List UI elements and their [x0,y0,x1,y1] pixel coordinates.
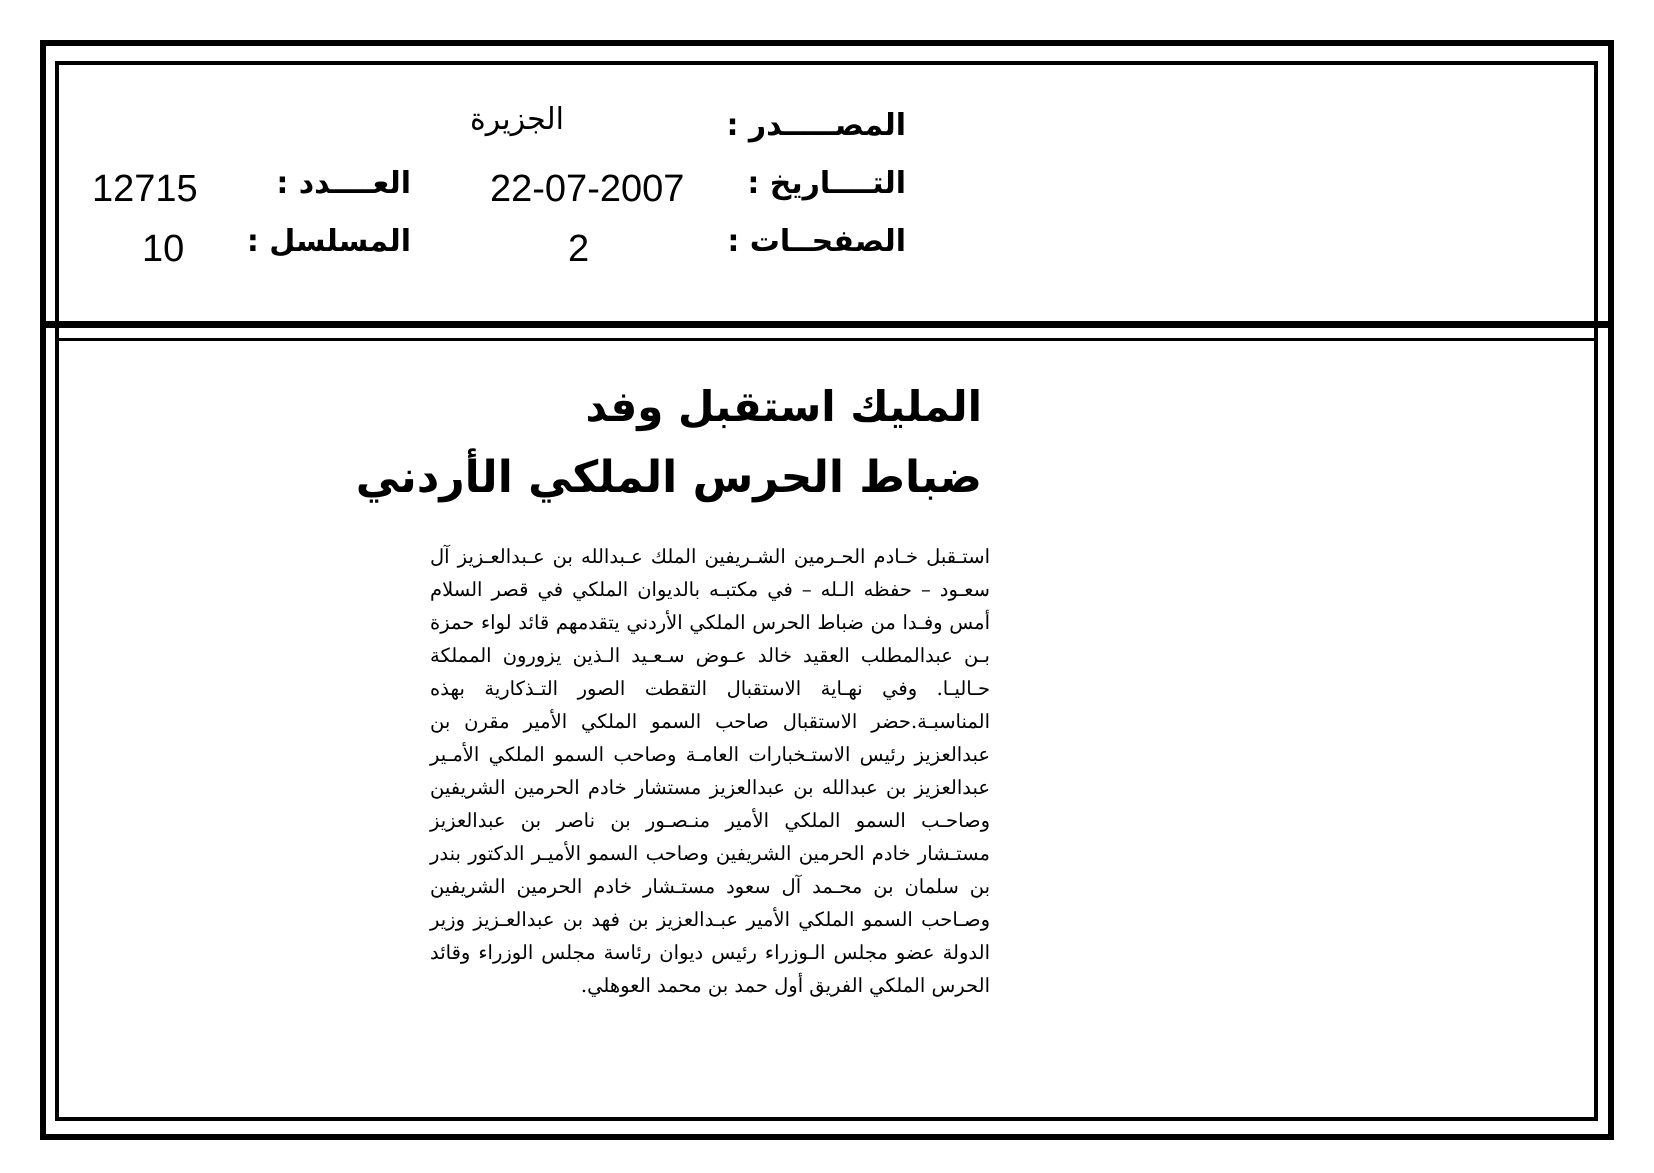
issue-value: 12715 [92,168,198,210]
source-value: الجزيرة [470,102,565,137]
header-divider [40,321,1614,328]
pages-label: الصفحــات : [727,224,906,259]
header-divider-inner [55,338,1598,341]
date-label: التــــاريخ : [747,166,906,201]
serial-value: 10 [142,228,185,270]
issue-label: العــــدد : [276,166,411,201]
pages-value: 2 [568,228,590,270]
date-value: 22-07-2007 [490,168,685,210]
serial-label: المسلسل : [246,224,411,259]
headline-line-2: ضباط الحرس الملكي الأردني [355,452,982,503]
article-body: استـقبل خـادم الحـرمين الشـريفين الملك عـبدالله بن عـبدالعـزيز آل سعـود – حفظه الـله – في مكتبـه بالديوان الملكي في قصر السلام أمس وفـدا من ضباط الحرس الملكي الأردني يتقدمهم قائد لواء حمزة بـن عبدالمطلب العقيد خالد عـوض سـعـيد الـذين يزورون المملكة حـاليـا. وفي نهـاية الاستقبال التقطت الصور التـذكارية بهذه المناسبـة.حضر الاستقبال صاحب السمو الملكي الأمير مقرن بن عبدالعزيز رئيس الاستـخبارات العامـة وصاحب السمو الملكي الأمـير عبدالعزيز بن عبدالله بن عبدالعزيز مستشار خادم الحرمين الشريفين وصاحـب السمو الملكي الأمير منـصـور بن ناصر بن عبدالعزيز مستـشار خادم الحرمين الشريفين وصاحب السمو الأميـر الدكتور بندر بن سلمان بن محـمد آل سعود مستـشار خادم الحرمين الشريفين وصـاحب السمو الملكي الأمير عبـدالعزيز بن فهد بن عبدالعـزيز وزير الدولة عضو مجلس الـوزراء رئيس ديوان رئاسة مجلس الوزراء وقائد الحرس الملكي الفريق أول حمد بن محمد العوهلي. [430,545,991,997]
headline-line-1: المليك استقبل وفد [585,382,982,431]
source-label: المصـــــدر : [726,108,906,143]
